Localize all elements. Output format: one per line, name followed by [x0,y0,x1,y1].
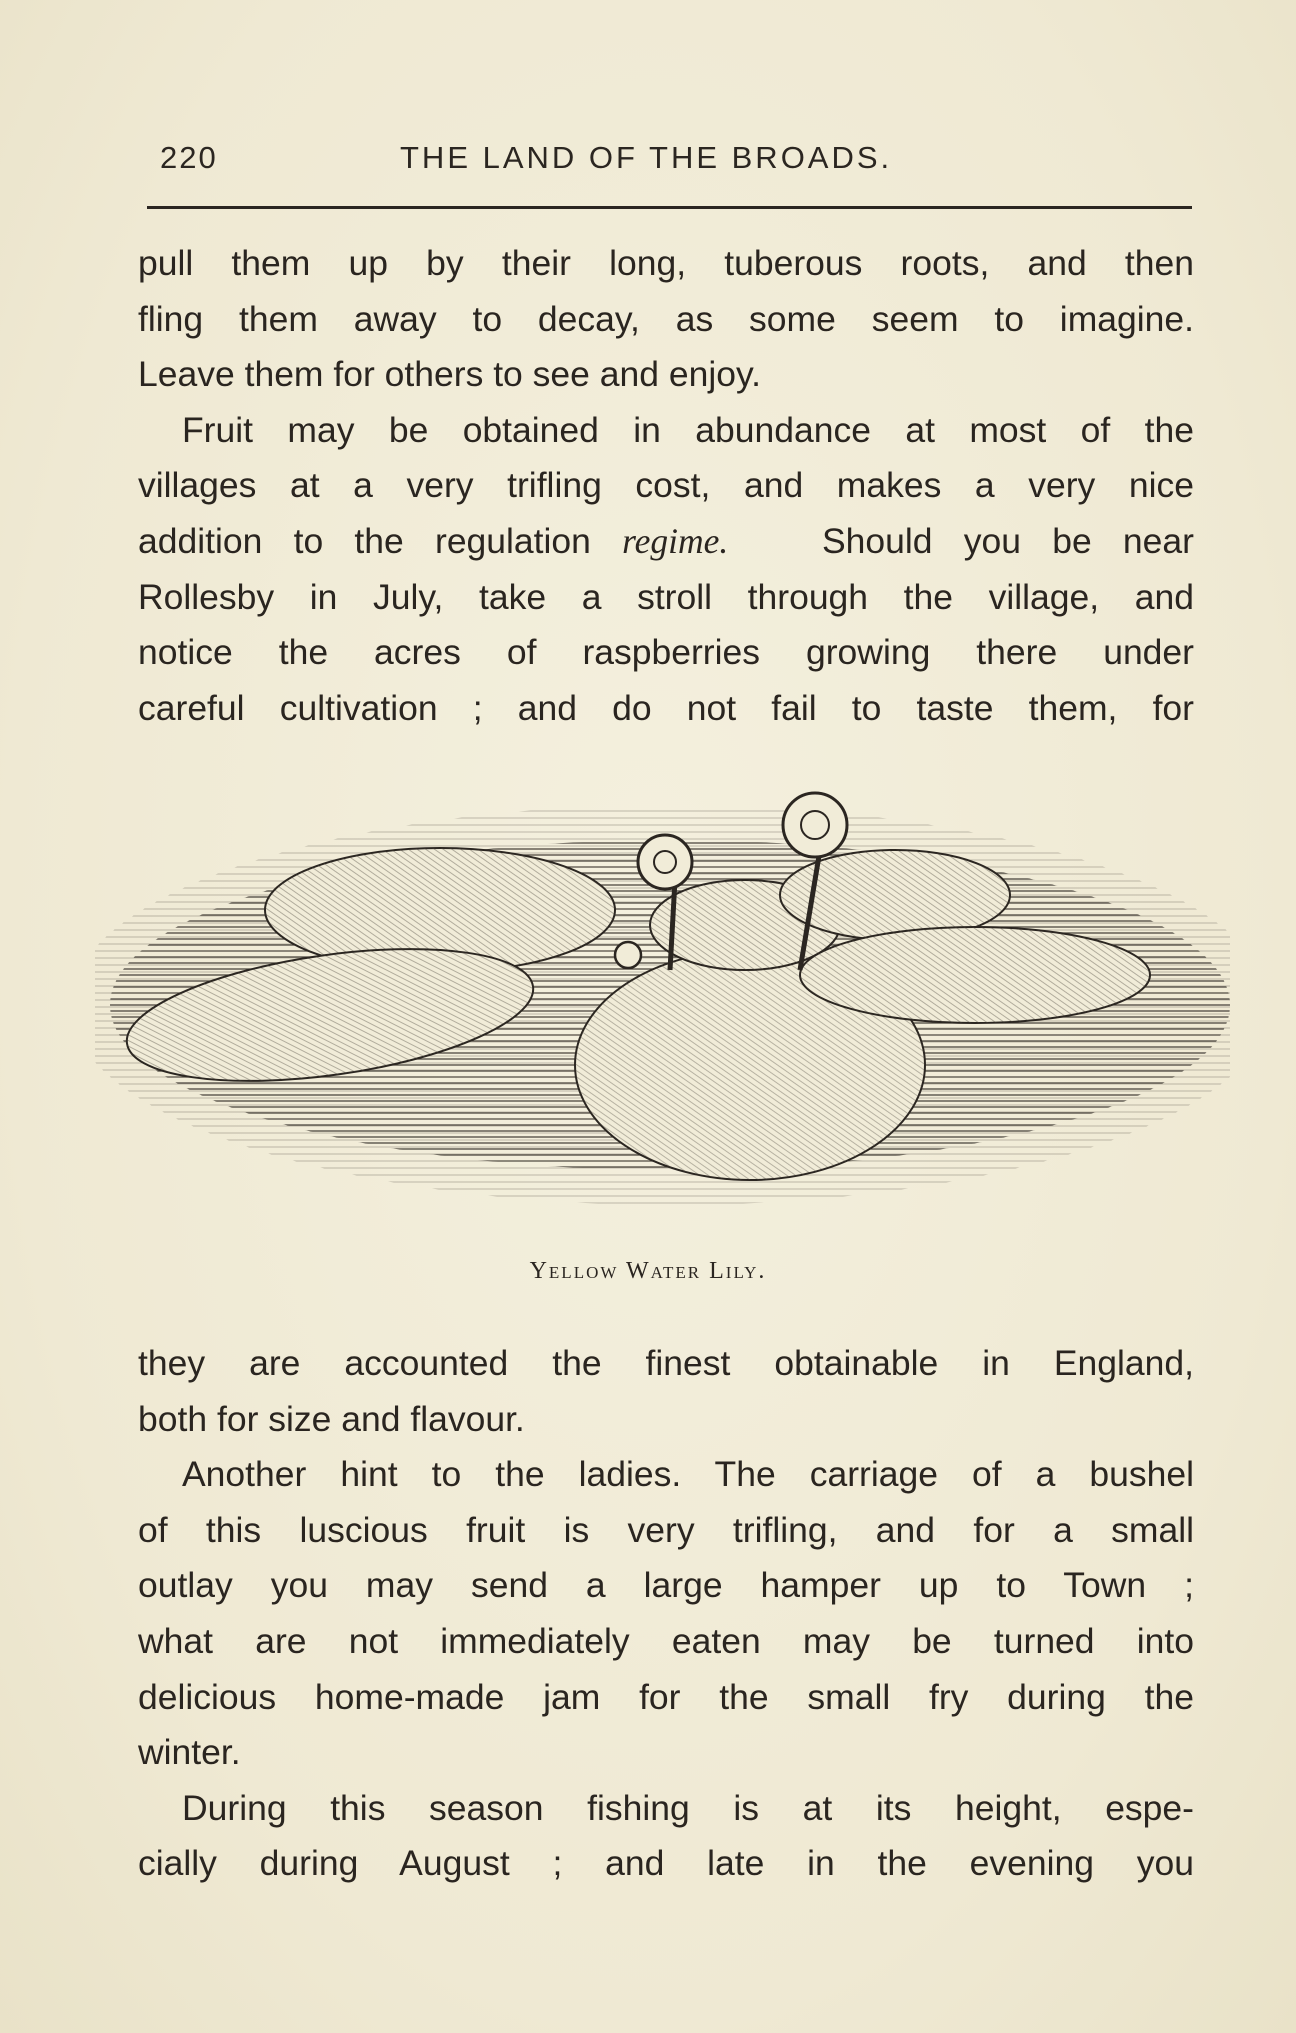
text-block-top [138,236,1194,736]
text-line: outlay you may send a large hamper up to Town ; [138,1565,1194,1606]
text-line: they are accounted the finest obtainable in England, [138,1343,1194,1383]
text-line: Fruit may be obtained in abundance at most of the [182,409,1194,450]
text-line: winter. [138,1732,241,1773]
text-line: cially during August ; and late in the evening you [138,1843,1194,1884]
italic-word: regime. [622,520,729,561]
running-title: THE LAND OF THE BROADS. [400,140,893,175]
text-line-mixed [138,514,1194,570]
text-line: Another hint to the ladies. The carriage of a bushel [182,1454,1194,1495]
lily-bud [615,942,641,968]
text-line: notice the acres of raspberries growing there under [138,632,1194,673]
text-line: what are not immediately eaten may be turned into [138,1620,1194,1661]
figure-caption: Yellow Water Lily. [529,1258,767,1284]
lily-pad [800,927,1150,1023]
lily-flower [638,835,692,889]
water-lily-engraving [95,780,1230,1220]
text-line: During this season fishing is at its height, espe- [182,1787,1194,1828]
text-line: pull them up by their long, tuberous roots, and then [138,243,1194,283]
text-line: both for size and flavour. [138,1398,525,1439]
text-block-bottom [138,1336,1194,1892]
text-fragment: addition to the regulation [138,520,591,561]
text-line: Rollesby in July, take a stroll through the village, and [138,576,1194,617]
text-line: Leave them for others to see and enjoy. [138,354,761,395]
page-number: 220 [160,140,218,175]
text-line: villages at a very trifling cost, and makes a very nice [138,465,1194,506]
text-fragment: Should you be near [821,520,1194,561]
text-line: fling them away to decay, as some seem to imagine. [138,298,1194,339]
header-rule [147,206,1192,209]
page-header [160,140,1192,190]
lily-flower [783,793,847,857]
text-line: delicious home-made jam for the small fry during the [138,1676,1194,1717]
text-line: careful cultivation ; and do not fail to taste them, for [138,687,1194,728]
text-line: of this luscious fruit is very trifling, and for a small [138,1509,1194,1550]
